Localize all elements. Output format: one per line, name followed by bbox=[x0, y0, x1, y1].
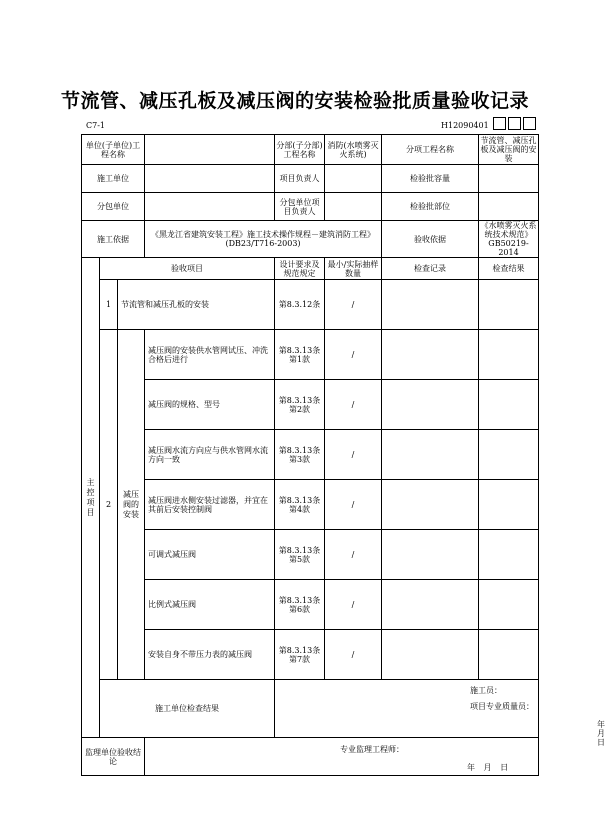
item2-result[interactable] bbox=[479, 330, 539, 380]
basis-label: 施工依据 bbox=[82, 221, 145, 258]
item2-sample[interactable]: / bbox=[325, 480, 382, 530]
item2-name: 比例式减压阀 bbox=[145, 580, 275, 630]
item2-sample[interactable]: / bbox=[325, 630, 382, 680]
contractor-label: 施工单位 bbox=[82, 165, 145, 193]
main-control-label: 主控项目 bbox=[82, 258, 100, 738]
item2-result[interactable] bbox=[479, 430, 539, 480]
date-label: 年 月 日 bbox=[467, 763, 509, 772]
accept-basis-value: 《水喷雾灭火系统技术规范》GB50219-2014 bbox=[480, 221, 537, 257]
contractor-check-area[interactable] bbox=[275, 680, 605, 747]
col-sample: 最小/实际抽样数量 bbox=[325, 258, 382, 280]
number-box[interactable] bbox=[508, 117, 521, 130]
item2-name: 减压阀水流方向应与供水管网水流方向一致 bbox=[145, 430, 275, 480]
worker-label: 施工员： bbox=[470, 686, 503, 695]
item2-record[interactable] bbox=[382, 630, 479, 680]
unit-name-value[interactable] bbox=[145, 135, 275, 165]
batch-location-value[interactable] bbox=[479, 193, 539, 221]
item2-name: 减压阀的安装供水管网试压、冲洗合格后进行 bbox=[145, 330, 275, 380]
supervisor-label: 监理单位验收结论 bbox=[82, 738, 145, 776]
item1-sample[interactable]: / bbox=[325, 280, 382, 330]
item1-clause: 第8.3.12条 bbox=[275, 280, 325, 330]
item2-clause: 第8.3.13条 第2款 bbox=[275, 380, 325, 430]
pm-label: 项目负责人 bbox=[275, 165, 325, 193]
item2-result[interactable] bbox=[479, 630, 539, 680]
supervisor-area[interactable] bbox=[145, 738, 539, 776]
division-value[interactable]: 消防(水喷雾灭火系统) bbox=[325, 135, 382, 165]
batch-capacity-label: 检验批容量 bbox=[382, 165, 479, 193]
item2-name: 减压阀的规格、型号 bbox=[145, 380, 275, 430]
division-label: 分部(子分部)工程名称 bbox=[275, 135, 325, 165]
item2-name: 减压阀进水侧安装过滤器，并宜在其前后安装控制阀 bbox=[145, 480, 275, 530]
item2-sample[interactable]: / bbox=[325, 430, 382, 480]
item2-result[interactable] bbox=[479, 380, 539, 430]
item2-sample[interactable]: / bbox=[325, 580, 382, 630]
number-box[interactable] bbox=[523, 117, 536, 130]
subitem-value[interactable]: 节流管、减压孔板及减压阀的安装 bbox=[480, 136, 537, 163]
item2-name: 安装自身不带压力表的减压阀 bbox=[145, 630, 275, 680]
item2-result[interactable] bbox=[479, 580, 539, 630]
col-result: 检查结果 bbox=[479, 258, 539, 280]
col-design: 设计要求及规范规定 bbox=[275, 258, 325, 280]
item2-clause: 第8.3.13条 第5款 bbox=[275, 530, 325, 580]
item2-sample[interactable]: / bbox=[325, 330, 382, 380]
doc-number: H12090401 bbox=[441, 121, 489, 130]
item2-sample[interactable]: / bbox=[325, 530, 382, 580]
item1-no: 1 bbox=[100, 280, 118, 330]
accept-basis-label: 验收依据 bbox=[382, 221, 479, 258]
qc-label: 项目专业质量员： bbox=[470, 702, 535, 711]
item2-clause: 第8.3.13条 第1款 bbox=[275, 330, 325, 380]
subcontractor-label: 分包单位 bbox=[82, 193, 145, 221]
item1-record[interactable] bbox=[382, 280, 479, 330]
item2-clause: 第8.3.13条 第7款 bbox=[275, 630, 325, 680]
item2-result[interactable] bbox=[479, 530, 539, 580]
item2-result[interactable] bbox=[479, 480, 539, 530]
item2-name: 可调式减压阀 bbox=[145, 530, 275, 580]
page-title: 节流管、减压孔板及减压阀的安装检验批质量验收记录 bbox=[60, 90, 529, 112]
item2-clause: 第8.3.13条 第3款 bbox=[275, 430, 325, 480]
contractor-value[interactable] bbox=[145, 165, 275, 193]
form-code: C7-1 bbox=[86, 121, 106, 130]
item2-no: 2 bbox=[100, 330, 118, 680]
sub-pm-value[interactable] bbox=[325, 193, 382, 221]
pm-value[interactable] bbox=[325, 165, 382, 193]
item2-record[interactable] bbox=[382, 430, 479, 480]
item2-record[interactable] bbox=[382, 330, 479, 380]
item2-record[interactable] bbox=[382, 530, 479, 580]
item2-clause: 第8.3.13条 第6款 bbox=[275, 580, 325, 630]
inspection-form-table bbox=[81, 134, 605, 776]
number-box[interactable] bbox=[493, 117, 506, 130]
col-item: 验收项目 bbox=[100, 258, 275, 280]
batch-location-label: 检验批部位 bbox=[382, 193, 479, 221]
number-boxes[interactable] bbox=[493, 117, 536, 130]
item2-record[interactable] bbox=[382, 480, 479, 530]
item2-record[interactable] bbox=[382, 580, 479, 630]
item2-group: 减压阀的安装 bbox=[118, 330, 145, 680]
unit-name-label: 单位(子单位)工程名称 bbox=[82, 135, 145, 165]
date-label: 年 月 日 bbox=[597, 720, 605, 747]
col-record: 检查记录 bbox=[382, 258, 479, 280]
item2-record[interactable] bbox=[382, 380, 479, 430]
basis-value: 《黑龙江省建筑安装工程》施工技术操作规程－建筑消防工程》 (DB23/T716-2003) bbox=[145, 221, 382, 258]
engineer-label: 专业监理工程师： bbox=[340, 745, 405, 754]
item2-sample[interactable]: / bbox=[325, 380, 382, 430]
sub-pm-label: 分包单位项目负责人 bbox=[275, 193, 325, 221]
item2-clause: 第8.3.13条 第4款 bbox=[275, 480, 325, 530]
subitem-label: 分项工程名称 bbox=[382, 135, 479, 165]
item1-result[interactable] bbox=[479, 280, 539, 330]
contractor-check-label: 施工单位检查结果 bbox=[100, 680, 275, 738]
batch-capacity-value[interactable] bbox=[479, 165, 539, 193]
subcontractor-value[interactable] bbox=[145, 193, 275, 221]
item1-name: 节流管和减压孔板的安装 bbox=[118, 280, 275, 330]
